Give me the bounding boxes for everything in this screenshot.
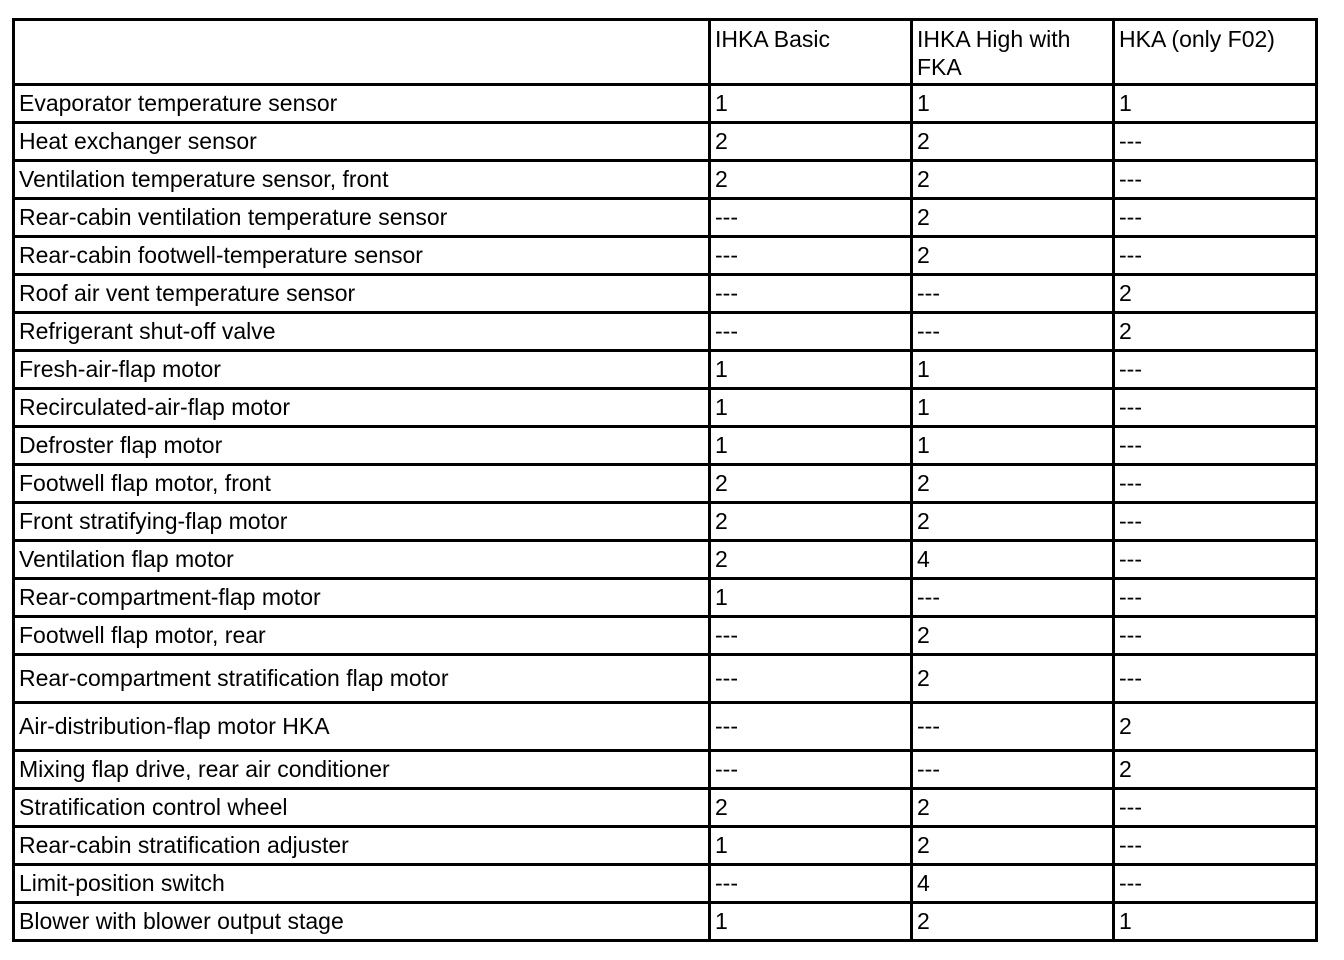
row-label: Fresh-air-flap motor xyxy=(14,351,710,389)
value-cell: 2 xyxy=(710,541,912,579)
value-cell: --- xyxy=(1114,123,1317,161)
value-cell: 2 xyxy=(912,199,1114,237)
table-row xyxy=(14,541,1317,579)
row-label: Front stratifying-flap motor xyxy=(14,503,710,541)
header-cell-hka-only-f02: HKA (only F02) xyxy=(1114,20,1317,85)
value-cell: --- xyxy=(1114,865,1317,903)
table-row xyxy=(14,161,1317,199)
value-cell: --- xyxy=(1114,427,1317,465)
value-cell: --- xyxy=(710,865,912,903)
table-row xyxy=(14,351,1317,389)
table-row xyxy=(14,85,1317,123)
row-label: Footwell flap motor, front xyxy=(14,465,710,503)
table-row xyxy=(14,865,1317,903)
value-cell: 1 xyxy=(710,827,912,865)
value-cell: 2 xyxy=(912,465,1114,503)
value-cell: --- xyxy=(710,703,912,751)
value-cell: 4 xyxy=(912,865,1114,903)
header-row xyxy=(14,20,1317,85)
value-cell: --- xyxy=(1114,237,1317,275)
value-cell: 2 xyxy=(710,503,912,541)
value-cell: 1 xyxy=(710,351,912,389)
row-label: Heat exchanger sensor xyxy=(14,123,710,161)
value-cell: --- xyxy=(1114,389,1317,427)
row-label: Roof air vent temperature sensor xyxy=(14,275,710,313)
row-label: Ventilation temperature sensor, front xyxy=(14,161,710,199)
value-cell: 1 xyxy=(710,427,912,465)
value-cell: --- xyxy=(912,579,1114,617)
value-cell: 1 xyxy=(1114,85,1317,123)
value-cell: 1 xyxy=(710,903,912,941)
value-cell: --- xyxy=(710,275,912,313)
header-cell-empty xyxy=(14,20,710,85)
value-cell: --- xyxy=(912,703,1114,751)
value-cell: 2 xyxy=(1114,275,1317,313)
value-cell: 2 xyxy=(912,655,1114,703)
value-cell: --- xyxy=(1114,503,1317,541)
table-row xyxy=(14,503,1317,541)
row-label: Blower with blower output stage xyxy=(14,903,710,941)
row-label: Rear-cabin ventilation temperature sensor xyxy=(14,199,710,237)
table-row xyxy=(14,313,1317,351)
row-label: Air-distribution-flap motor HKA xyxy=(14,703,710,751)
row-label: Limit-position switch xyxy=(14,865,710,903)
value-cell: --- xyxy=(1114,827,1317,865)
value-cell: 2 xyxy=(912,237,1114,275)
value-cell: 2 xyxy=(912,903,1114,941)
table-row xyxy=(14,827,1317,865)
row-label: Evaporator temperature sensor xyxy=(14,85,710,123)
table-row xyxy=(14,655,1317,703)
value-cell: 1 xyxy=(710,579,912,617)
value-cell: --- xyxy=(912,751,1114,789)
value-cell: --- xyxy=(710,617,912,655)
value-cell: 2 xyxy=(912,503,1114,541)
header-cell-ihka-high-with-fka: IHKA High with FKA xyxy=(912,20,1114,85)
value-cell: --- xyxy=(710,313,912,351)
value-cell: 2 xyxy=(912,123,1114,161)
value-cell: 2 xyxy=(912,161,1114,199)
value-cell: --- xyxy=(1114,617,1317,655)
value-cell: --- xyxy=(1114,789,1317,827)
table-row xyxy=(14,703,1317,751)
table-row xyxy=(14,903,1317,941)
value-cell: 2 xyxy=(1114,313,1317,351)
value-cell: 1 xyxy=(1114,903,1317,941)
value-cell: --- xyxy=(710,199,912,237)
value-cell: --- xyxy=(710,237,912,275)
row-label: Defroster flap motor xyxy=(14,427,710,465)
row-label: Stratification control wheel xyxy=(14,789,710,827)
component-table-body xyxy=(14,20,1317,941)
value-cell: 2 xyxy=(912,617,1114,655)
row-label: Recirculated-air-flap motor xyxy=(14,389,710,427)
component-table xyxy=(12,18,1318,942)
row-label: Refrigerant shut-off valve xyxy=(14,313,710,351)
value-cell: --- xyxy=(1114,161,1317,199)
table-row xyxy=(14,427,1317,465)
value-cell: 2 xyxy=(1114,703,1317,751)
row-label: Footwell flap motor, rear xyxy=(14,617,710,655)
value-cell: 1 xyxy=(710,85,912,123)
row-label: Ventilation flap motor xyxy=(14,541,710,579)
value-cell: --- xyxy=(1114,465,1317,503)
value-cell: 2 xyxy=(710,161,912,199)
value-cell: 1 xyxy=(912,351,1114,389)
table-row xyxy=(14,199,1317,237)
value-cell: 1 xyxy=(912,427,1114,465)
value-cell: 2 xyxy=(912,789,1114,827)
value-cell: 1 xyxy=(710,389,912,427)
value-cell: 2 xyxy=(710,789,912,827)
value-cell: --- xyxy=(1114,351,1317,389)
row-label: Rear-compartment-flap motor xyxy=(14,579,710,617)
value-cell: --- xyxy=(1114,541,1317,579)
row-label: Rear-cabin footwell-temperature sensor xyxy=(14,237,710,275)
table-row xyxy=(14,751,1317,789)
value-cell: --- xyxy=(912,275,1114,313)
table-row xyxy=(14,465,1317,503)
table-row xyxy=(14,123,1317,161)
value-cell: 1 xyxy=(912,389,1114,427)
table-row xyxy=(14,389,1317,427)
value-cell: 2 xyxy=(710,465,912,503)
value-cell: 2 xyxy=(710,123,912,161)
value-cell: --- xyxy=(1114,655,1317,703)
value-cell: 4 xyxy=(912,541,1114,579)
value-cell: --- xyxy=(912,313,1114,351)
value-cell: --- xyxy=(710,655,912,703)
value-cell: --- xyxy=(1114,199,1317,237)
value-cell: 2 xyxy=(1114,751,1317,789)
table-row xyxy=(14,617,1317,655)
value-cell: 1 xyxy=(912,85,1114,123)
value-cell: --- xyxy=(1114,579,1317,617)
table-row xyxy=(14,789,1317,827)
row-label: Rear-cabin stratification adjuster xyxy=(14,827,710,865)
table-row xyxy=(14,275,1317,313)
row-label: Mixing flap drive, rear air conditioner xyxy=(14,751,710,789)
table-row xyxy=(14,237,1317,275)
value-cell: --- xyxy=(710,751,912,789)
header-cell-ihka-basic: IHKA Basic xyxy=(710,20,912,85)
value-cell: 2 xyxy=(912,827,1114,865)
table-row xyxy=(14,579,1317,617)
row-label: Rear-compartment stratification flap motor xyxy=(14,655,710,703)
